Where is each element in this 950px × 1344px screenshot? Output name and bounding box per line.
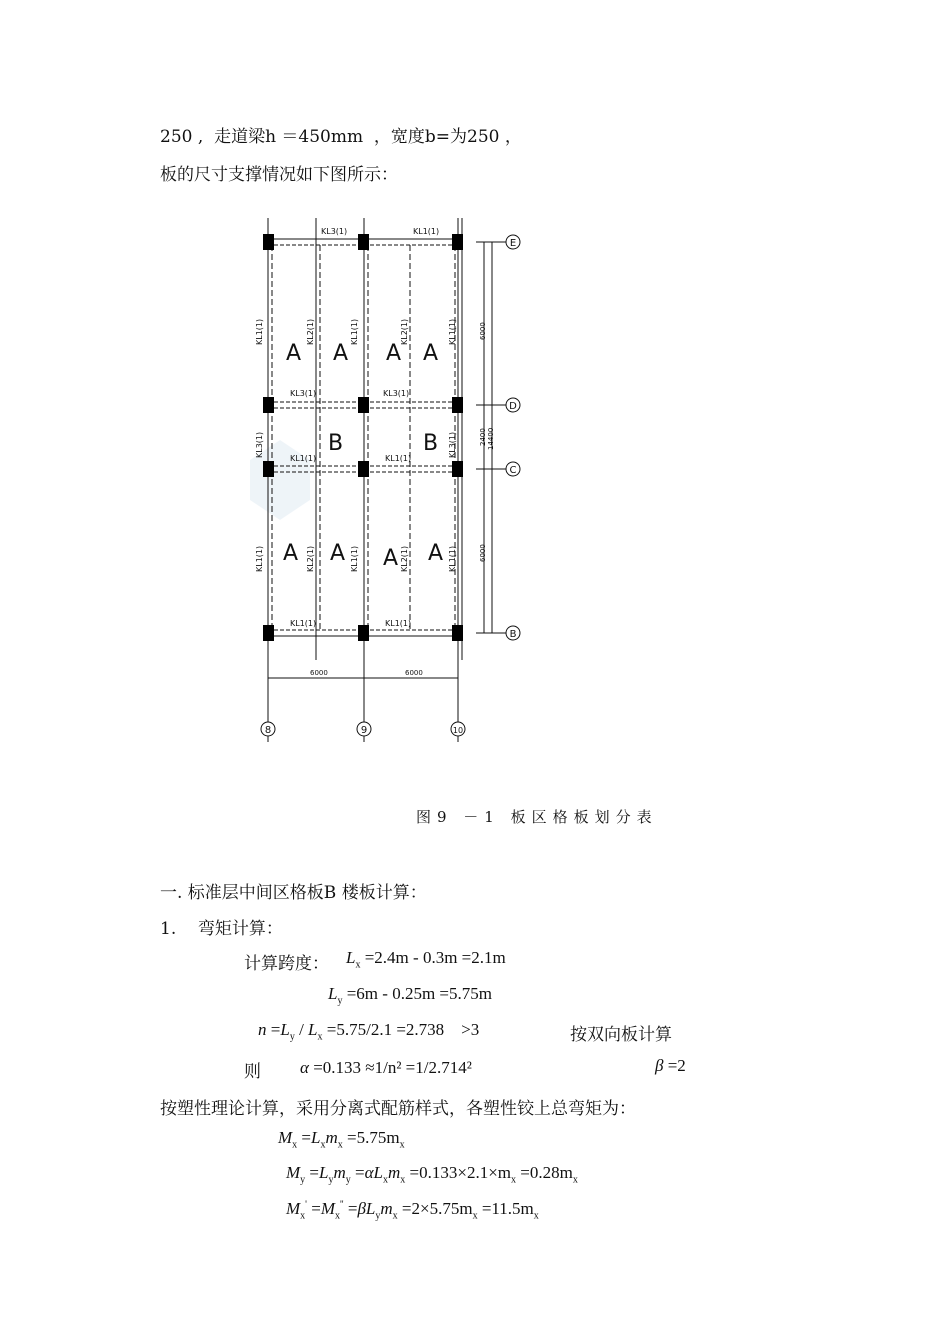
dim-text: 6000 xyxy=(405,669,423,677)
n-compare: >3 xyxy=(461,1020,480,1039)
beam-label: KL1(1) xyxy=(385,619,412,628)
mxp-tail: =11.5m xyxy=(481,1199,534,1218)
col-beam-label: KL1(1) xyxy=(255,545,264,572)
beta-rhs: =2 xyxy=(667,1056,686,1075)
col-beam-label: KL1(1) xyxy=(350,318,359,345)
col-beam-label: KL1(1) xyxy=(448,318,457,345)
beam-label: KL1(1) xyxy=(290,454,317,463)
panel-a: A xyxy=(383,546,399,571)
col-beam-label: KL2(1) xyxy=(306,545,315,572)
axis-label: 8 xyxy=(264,725,272,736)
dim-text: 14400 xyxy=(487,427,495,450)
panel-a: A xyxy=(386,341,402,366)
beam-label: KL3(1) xyxy=(290,389,317,398)
panel-a: A xyxy=(283,541,299,566)
beam-label: KL1(1) xyxy=(290,619,317,628)
panel-a: A xyxy=(428,541,444,566)
mxp-rhs: =2×5.75m xyxy=(401,1199,473,1218)
dim-text: 2400 xyxy=(479,428,487,446)
lx-rhs: =2.4m - 0.3m =2.1m xyxy=(364,948,506,967)
dim-text: 6000 xyxy=(310,669,328,677)
intro-line-1: 250 , 走道梁h ＝450mm ，宽度b=为250 ， xyxy=(160,127,522,147)
panel-a: A xyxy=(333,341,349,366)
section-heading: 一. 标准层中间区格板B 楼板计算： xyxy=(160,883,427,903)
alpha-equation: α =0.133 ≈1/n² =1/2.714² xyxy=(300,1058,472,1077)
col-beam-label: KL3(1) xyxy=(255,431,264,458)
n-rhs: =5.75/2.1 =2.738 xyxy=(326,1020,445,1039)
axis-label: 10 xyxy=(452,726,464,735)
axis-label: D xyxy=(509,401,517,412)
panel-a: A xyxy=(286,341,302,366)
my-tail: =0.28m xyxy=(520,1163,573,1182)
col-beam-label: KL2(1) xyxy=(306,318,315,345)
plastic-theory-text: 按塑性理论计算，采用分离式配筋样式，各塑性铰上总弯矩为： xyxy=(160,1099,636,1119)
alpha-rhs: =0.133 ≈1/n² =1/2.714² xyxy=(313,1058,472,1077)
beam-label: KL1(1) xyxy=(385,454,412,463)
lx-equation: $L_x =2.4m - 0.3m =2.1m$ xyxy=(346,948,506,971)
panel-a: A xyxy=(423,341,439,366)
dim-text: 6000 xyxy=(479,322,487,340)
col-beam-label: KL3(1) xyxy=(448,431,457,458)
beta-equation: β =2 xyxy=(655,1056,686,1075)
mx-equation: $M_x =L_xm_x =5.75m_x$ xyxy=(278,1128,405,1151)
beam-label: KL3(1) xyxy=(321,227,348,236)
beam-label: KL1(1) xyxy=(413,227,440,236)
subsection-heading: 1. 弯矩计算： xyxy=(160,919,283,939)
panel-b: B xyxy=(328,431,344,456)
panel-b: B xyxy=(423,431,439,456)
beam-label: KL3(1) xyxy=(383,389,410,398)
dim-text: 6000 xyxy=(479,544,487,562)
mx-prime-equation: $M_x' =M_x'' =\beta L_ym_x =2\times 5.75m_x =11.5m_x$ xyxy=(286,1199,539,1222)
axis-label: B xyxy=(509,629,517,640)
col-beam-label: KL2(1) xyxy=(400,545,409,572)
two-way-note: 按双向板计算 xyxy=(570,1025,672,1045)
figure-caption: 图9 －1 板区格板划分表 xyxy=(416,808,658,826)
col-beam-label: KL1(1) xyxy=(255,318,264,345)
n-equation: $n =L_y / L_x =5.75/2.1 =2.738$ >3 xyxy=(258,1020,480,1043)
ly-rhs: =6m - 0.25m =5.75m xyxy=(346,984,492,1003)
mx-rhs: =5.75m xyxy=(347,1128,400,1147)
ly-equation: $L_y =6m - 0.25m =5.75m$ xyxy=(328,984,492,1007)
col-beam-label: KL1(1) xyxy=(350,545,359,572)
col-beam-label: KL1(1) xyxy=(448,545,457,572)
my-rhs: =0.133×2.1×m xyxy=(409,1163,512,1182)
axis-label: E xyxy=(509,238,517,249)
panel-a: A xyxy=(330,541,346,566)
axis-label: 9 xyxy=(360,725,368,736)
col-beam-label: KL2(1) xyxy=(400,318,409,345)
my-equation: $M_y =L_ym_y =\alpha L_xm_x =0.133\times 2.1\times m_x =0.28m_x$ xyxy=(286,1163,578,1186)
ze-label: 则 xyxy=(244,1062,261,1082)
intro-line-2: 板的尺寸支撑情况如下图所示： xyxy=(160,165,398,185)
axis-label: C xyxy=(509,465,517,476)
calc-span-label: 计算跨度： xyxy=(244,954,329,974)
